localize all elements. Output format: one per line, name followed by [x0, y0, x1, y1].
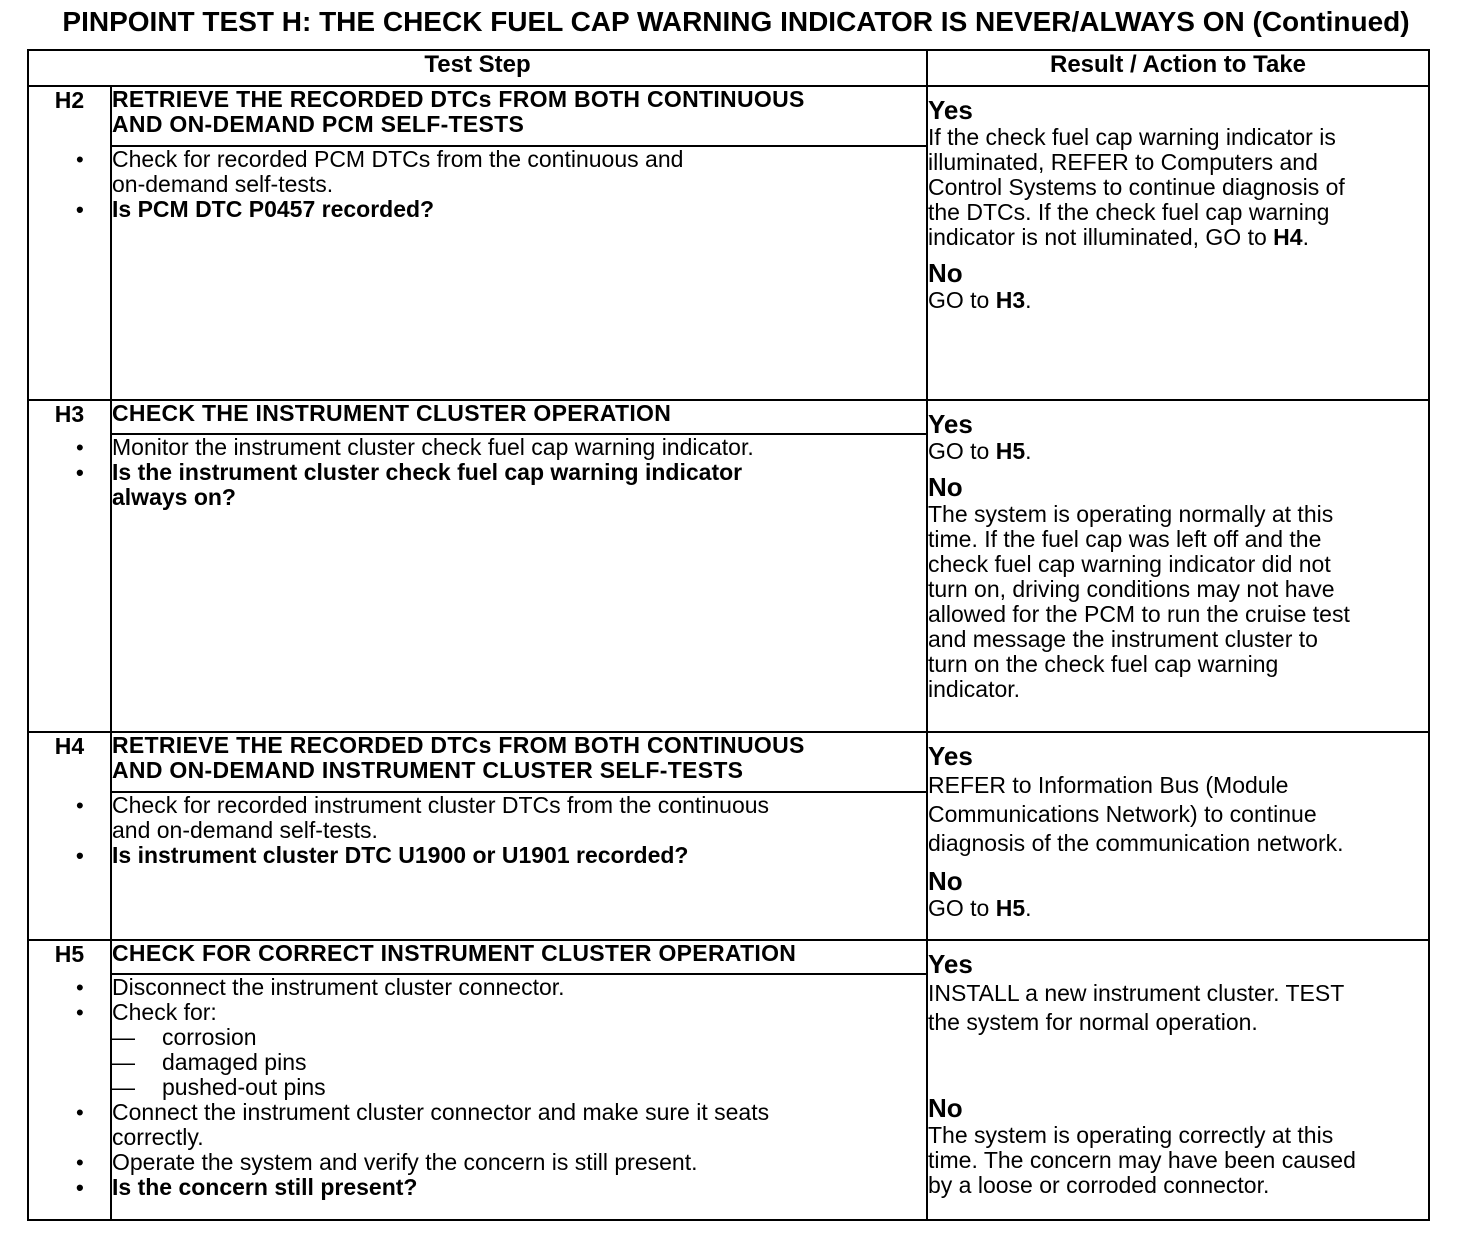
no-label: No	[928, 258, 963, 288]
no-action-h2: GO to H3.	[928, 287, 1032, 313]
list-item: • Connect the instrument cluster connector and make sure it seats correctly.	[112, 1100, 926, 1150]
sub-list-item: — damaged pins	[162, 1050, 926, 1075]
list-item: • Is PCM DTC P0457 recorded?	[112, 197, 926, 222]
no-label: No	[928, 1093, 963, 1123]
step-id-h2: H2	[28, 86, 111, 400]
yes-label: Yes	[928, 741, 973, 771]
list-item: • Is the concern still present?	[112, 1175, 926, 1200]
table-header-row	[28, 50, 1429, 86]
step-body-h5	[111, 974, 927, 1220]
yes-label: Yes	[928, 949, 973, 979]
no-action-h5: The system is operating correctly at this time. The concern may have been caused by a loose or corroded connector.	[928, 1122, 1356, 1198]
page-title: PINPOINT TEST H: THE CHECK FUEL CAP WARNING INDICATOR IS NEVER/ALWAYS ON (Continued)	[62, 6, 1410, 37]
step-title-h2: RETRIEVE THE RECORDED DTCs FROM BOTH CONTINUOUS AND ON-DEMAND PCM SELF-TESTS	[111, 86, 927, 146]
step-title-h3: CHECK THE INSTRUMENT CLUSTER OPERATION	[111, 400, 927, 434]
step-title-h5: CHECK FOR CORRECT INSTRUMENT CLUSTER OPERATION	[111, 940, 927, 974]
pinpoint-test-table	[27, 49, 1430, 1221]
list-item: • Is instrument cluster DTC U1900 or U1901 recorded?	[112, 843, 926, 868]
sub-list-item: — pushed-out pins	[162, 1075, 926, 1100]
step-title-h4: RETRIEVE THE RECORDED DTCs FROM BOTH CONTINUOUS AND ON-DEMAND INSTRUMENT CLUSTER SELF-TESTS	[111, 732, 927, 792]
step-body-h3	[111, 434, 927, 732]
list-item: • Is the instrument cluster check fuel cap warning indicator always on?	[112, 460, 926, 510]
list-item: • Check for:	[112, 1000, 926, 1025]
result-h2	[927, 86, 1429, 400]
yes-label: Yes	[928, 409, 973, 439]
list-item: • Operate the system and verify the concern is still present.	[112, 1150, 926, 1175]
no-label: No	[928, 866, 963, 896]
list-item: • Disconnect the instrument cluster connector.	[112, 975, 926, 1000]
result-h4	[927, 732, 1429, 940]
step-id-h3: H3	[28, 400, 111, 732]
header-result: Result / Action to Take	[927, 50, 1429, 86]
step-h2-title-row	[28, 86, 1429, 146]
result-h3	[927, 400, 1429, 732]
no-label: No	[928, 472, 963, 502]
step-id-h5: H5	[28, 940, 111, 1220]
list-item: • Check for recorded PCM DTCs from the continuous and on-demand self-tests.	[112, 147, 926, 197]
step-h5-title-row	[28, 940, 1429, 974]
step-body-h4	[111, 792, 927, 940]
no-action-h4: GO to H5.	[928, 895, 1032, 921]
step-id-h4: H4	[28, 732, 111, 940]
yes-label: Yes	[928, 95, 973, 125]
yes-action-h5: INSTALL a new instrument cluster. TEST the system for normal operation.	[928, 980, 1345, 1035]
result-h5	[927, 940, 1429, 1220]
no-action-h3: The system is operating normally at this time. If the fuel cap was left off and the check fuel cap warning indicator did not turn on, driving conditions may not have allowed for the PCM to run the cruise test and message the instrument cluster to turn on the check fuel cap warning indicator.	[928, 501, 1350, 702]
header-test-step: Test Step	[28, 50, 927, 86]
yes-action-h4: REFER to Information Bus (Module Communications Network) to continue diagnosis of the communication network.	[928, 772, 1344, 856]
list-item: • Monitor the instrument cluster check fuel cap warning indicator.	[112, 435, 926, 460]
yes-action-h3: GO to H5.	[928, 438, 1032, 464]
list-item: • Check for recorded instrument cluster DTCs from the continuous and on-demand self-tests.	[112, 793, 926, 843]
step-body-h2	[111, 146, 927, 400]
step-h4-title-row	[28, 732, 1429, 792]
step-h3-title-row	[28, 400, 1429, 434]
sub-list-item: — corrosion	[162, 1025, 926, 1050]
yes-action-h2: If the check fuel cap warning indicator is illuminated, REFER to Computers and Control Systems to continue diagnosis of the DTCs. If the check fuel cap warning indicator is not illuminated, GO to H4.	[928, 124, 1345, 250]
